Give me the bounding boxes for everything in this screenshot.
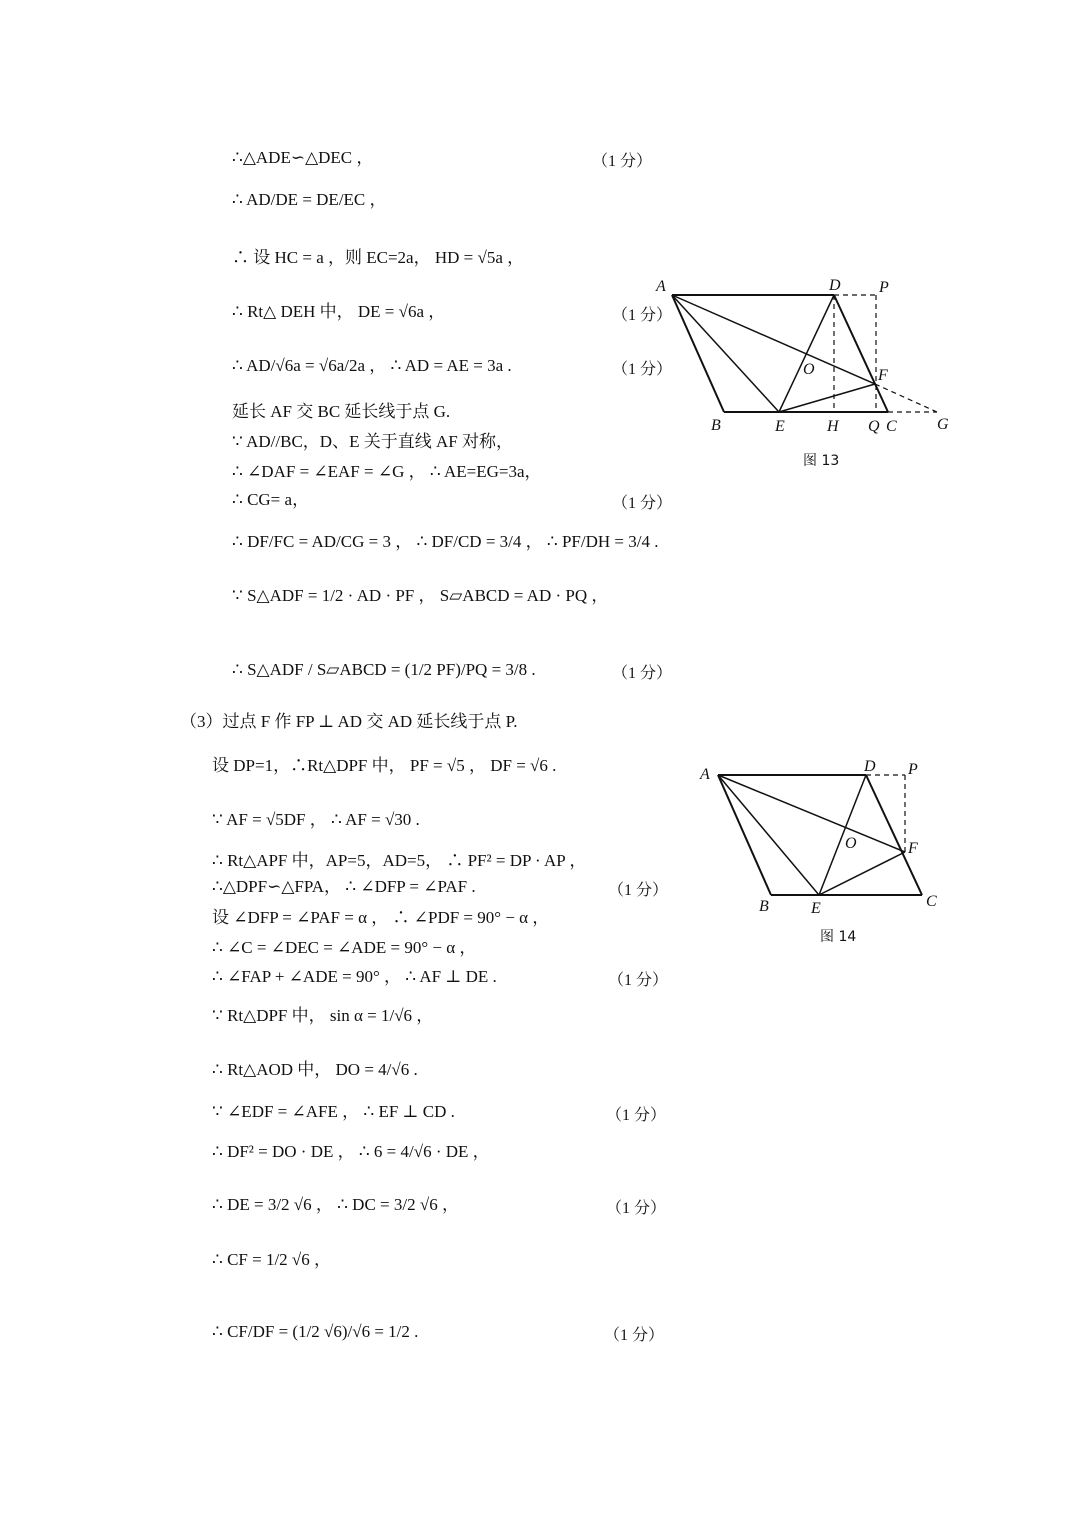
part3-heading: （3）过点 F 作 FP ⊥ AD 交 AD 延长线于点 P. [180,712,518,731]
score-mark: （1 分） [612,495,673,512]
score-mark: （1 分） [612,665,673,682]
figure-14-caption: 图 14 [820,929,857,945]
solution-line: ∵ AD//BC，D、E 关于直线 AF 对称， [232,432,513,451]
solution-line: ∴ AD/DE = DE/EC ， [232,190,387,209]
segment-DE [779,295,834,412]
solution-line: ∴△ADE∽△DEC ， [232,148,374,167]
segment-AE [718,775,819,895]
score-mark: （1 分） [608,972,669,989]
label-F: F [878,367,888,384]
score-mark: （1 分） [608,882,669,899]
label-C: C [926,893,937,910]
segment-AF [672,295,875,384]
score-mark: （1 分） [606,1107,667,1124]
label-O: O [803,361,815,378]
figure-13 [640,270,970,445]
label-F: F [908,840,918,857]
solution-line: ∴ DF/FC = AD/CG = 3 ， ∴ DF/CD = 3/4 ， ∴ PF/DH = 3/4 . [232,532,659,551]
label-A: A [700,766,710,783]
solution-line: ∴ Rt△APF 中，AP=5，AD=5， ∴ PF² = DP · AP ， [212,851,587,870]
label-H: H [827,418,839,435]
label-A: A [656,278,666,295]
segment-DC [866,775,922,895]
score-mark: （1 分） [604,1327,665,1344]
label-D: D [829,277,841,294]
score-mark: （1 分） [592,153,653,170]
label-E: E [811,900,821,917]
label-C: C [886,418,897,435]
solution-line: ∴ CF = 1/2 √6 ， [212,1250,331,1269]
solution-line: ∴ CG= a， [232,490,310,509]
solution-line: ∴ 设 HC = a ，则 EC=2a， HD = √5a ， [232,248,525,267]
solution-line: ∴△DPF∽△FPA， ∴ ∠DFP = ∠PAF . [212,877,476,896]
segment-DC [834,295,888,412]
solution-line: ∴ CF/DF = (1/2 √6)/√6 = 1/2 . [212,1322,419,1341]
solution-line: ∴ S△ADF / S▱ABCD = (1/2 PF)/PQ = 3/8 . [232,660,536,679]
label-P: P [879,279,889,296]
segment-AB [672,295,724,412]
solution-line: 设 ∠DFP = ∠PAF = α ， ∴ ∠PDF = 90° − α ， [212,908,550,927]
solution-line: ∴ ∠DAF = ∠EAF = ∠G ， ∴ AE=EG=3a， [232,462,542,481]
solution-line: 延长 AF 交 BC 延长线于点 G. [232,402,451,421]
figure-14 [690,752,960,917]
solution-line: 设 DP=1，∴Rt△DPF 中， PF = √5 ， DF = √6 . [212,756,557,775]
label-O: O [845,835,857,852]
label-D: D [864,758,876,775]
segment-AE [672,295,779,412]
score-mark: （1 分） [612,361,673,378]
label-E: E [775,418,785,435]
score-mark: （1 分） [606,1200,667,1217]
figure-13-caption: 图 13 [803,453,840,469]
solution-line: ∴ Rt△ DEH 中， DE = √6a ， [232,302,446,321]
solution-line: ∴ DF² = DO · DE ， ∴ 6 = 4/√6 · DE ， [212,1142,490,1161]
solution-line: ∵ AF = √5DF ， ∴ AF = √30 . [212,810,420,829]
solution-line: ∴ ∠C = ∠DEC = ∠ADE = 90° − α ， [212,938,477,957]
solution-line: ∴ ∠FAP + ∠ADE = 90° ， ∴ AF ⊥ DE . [212,967,497,986]
label-B: B [711,417,721,434]
solution-line: ∴ AD/√6a = √6a/2a ， ∴ AD = AE = 3a . [232,356,512,375]
label-B: B [759,898,769,915]
solution-line: ∴ DE = 3/2 √6 ， ∴ DC = 3/2 √6 ， [212,1195,459,1214]
solution-line: ∵ ∠EDF = ∠AFE ， ∴ EF ⊥ CD . [212,1102,455,1121]
solution-line: ∵ Rt△DPF 中， sin α = 1/√6 ， [212,1006,434,1025]
segment-EF [819,852,905,895]
score-mark: （1 分） [612,307,673,324]
segment-FG [875,384,937,412]
label-Q: Q [868,418,880,435]
solution-line: ∴ Rt△AOD 中， DO = 4/√6 . [212,1060,418,1079]
segment-DE [819,775,866,895]
label-G: G [937,416,949,433]
solution-line: ∵ S△ADF = 1/2 · AD · PF ， S▱ABCD = AD · PQ ， [232,586,609,605]
segment-EF [779,384,875,412]
label-P: P [908,761,918,778]
